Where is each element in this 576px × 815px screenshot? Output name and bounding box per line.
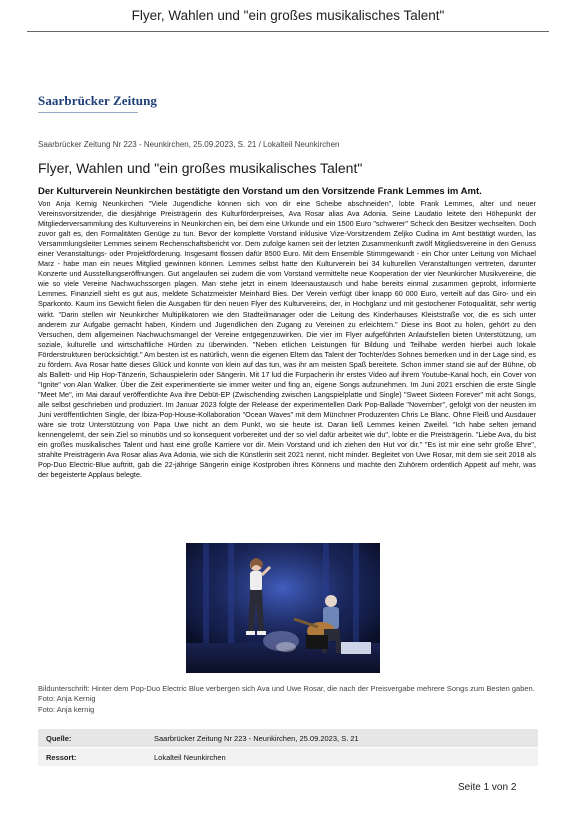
document-title: Flyer, Wahlen und "ein großes musikalisches Talent": [131, 8, 445, 23]
article-headline: Flyer, Wahlen und "ein großes musikalisches Talent": [38, 160, 363, 176]
metadata-table: [38, 729, 538, 766]
article-lead: Der Kulturverein Neunkirchen bestätigte den Vorstand um den Vorsitzende Frank Lemmes im Amt.: [38, 186, 482, 197]
article-body: Von Anja Kernig Neunkirchen "Viele Jugendliche können sich von dir eine Scheibe abschneiden", lobte Frank Lemmes, alter und neuer Vereinsvorsitzender, die diesjährige Preisträgerin des Kulturförderpreises, Ava Rosar alias Ava Adonia. Seine Laudatio leitete den Höhepunkt der Mitgliederversammlung des Kulturvereins in Neunkirchen ein, bei dem eine Urkunde und ein 1500 Euro "schwerer" Scheck den Besitzer wechselten. Doch zuvor galt es, den Formalitäten Genüge zu tun. Bevor der komplette Vorstand inklusive Vize-Vorsitzendem Zeljko Cudina im Amt bestätigt wurden, las Versammlungsleiter Lemmes seinem Rechenschaftsbericht vor. Dem zufolge kamen seit der letzten Zusammenkunft zwölf Mitgliedsvereine in den Genuss einer Veranstaltungs- oder Projektförderung. Insgesamt flossen dafür 8500 Euro. Mit dem Ensemble Stimmgewandt - ein Chor unter Leitung von Michael Marz - habe man ein neues Mitglied gewinnen können. Lemmes selbst hatte den Kulturverein bei 34 kulturellen Veranstaltungen vertreten, darunter Konzerte und Ausstellungseröffnungen. Gut angelaufen sei zudem die vom Vorstand vermittelte neue Kooperation der vier Neunkircher Musikvereine, die wie so viele Vereine Nachwuchssorgen plagen. Man stehe jetzt in einem Ideenaustausch und habe bereits einmal zusammen geprobt, informierte Lemmes. Finanziell sieht es gut aus, meldete Schatzmeister Meinhard Bies. Der Verein verfügt über knapp 60 000 Euro, verteilt auf das Giro- und ein Sparkonto. Kaum ins Gewicht fielen die Ausgaben für den neuen Flyer des Kulturvereins, der, in Hochglanz und mit gestochener Fotoqualität, sehr wertig wirkt. "Darin stellen wir Neunkircher Multiplikatoren wie den Stadteilmanager oder die Leitung des Kinderhauses Kleiststraße vor, die es sich unter anderem zur Aufgabe gemacht haben, Kindern und Jugendlichen den Zugang zu Vereinen zu erleichtern." Diese ins Boot zu holen, gehört zu den Versuchen, dem allgemeinen Nachwuchsmangel der Vereine entgegenzuwirken. Die vier im Flyer aufgeführten Anlaufstellen bieten Unterstützung, um soziale, kulturelle und wirtschaftliche Hürden zu überwinden. "Neben etlichen Leistungen für Bildung und Teilhabe werden hierbei auch lokale Förderstrukturen berücksichtigt." Am besten ist es natürlich, wenn die eigenen Eltern das Talent der Tochter/des Sohnes bemerken und in der Lage sind, es zu fördern. Ava Rosar hatte dieses Glück und konnte von klein auf das tun, was ihr am meisten Spaß bereitete. Schon immer stand sie auf der Bühne, ob als Ballett- und Hip Hop-Tänzerin, Schauspielerin oder Sängerin. Mit 17 lud die Furpacherin ihr erstes Video auf ihrem Youtube-Kanal hoch, ein Cover von "Ignite" von Alan Walker. Über die Zeit experimentierte sie immer weiter und fing an, eigene Songs aufzunehmen. Im Juni 2021 erschien die erste Single "Meet Me", im Mai darauf veröffentlichte Ava ihre Debüt-EP (Zwischending zwischen Langspielplatte und Single) "Sweet Sixteen Forever" mit acht Songs, alle selbst geschrieben und produziert. Im Januar 2023 folgte der Release der experimentellen Dark Pop-Ballade "November", gefolgt von der neusten im Juni veröffentlichten Single, der Ibiza-Pop-House-Kollaboration "Ocean Waves" mit dem Münchner Produzenten Chris Le Blanc. Ohne Fleiß und Ausdauer wäre sie trotz Unterstützung von Papa Uwe nicht an dem Punkt, wo sie heute ist. Daran ließ Lemmes keinen Zweifel. "Ich habe selten jemand kennengelernt, der sein Ziel so minutiös und so konsequent vorbereitet und der so viel dafür arbeitet wie du", lobte er die Preisträgerin. "Liebe Ava, du bist ein großes musikalisches Talent und hast eine große Karriere vor dir. Mein Vorstand und ich ziehen den Hut vor dir." "Es ist mir eine sehr große Ehre", strahlte Preisträgerin Ava Rosar alias Ava Adonia, wie sich die Künstlerin seit 2021 nennt, nicht minder. Begleitet von Uwe Rosar, mit dem sie seit 2018 als Pop-Duo Electric-Blue auftritt, gab die 22-jährige Sängerin einige Kostproben ihres Könnens und machte den Zuhörern ordentlich Appetit auf mehr, was der begeisterte Applaus belegte.: [38, 199, 537, 480]
concert-photo-illustration: [186, 543, 380, 673]
page-number: Seite 1 von 2: [458, 782, 517, 793]
article-photo: [186, 543, 380, 673]
source-line: Saarbrücker Zeitung Nr 223 - Neunkirchen, 25.09.2023, S. 21 / Lokalteil Neunkirchen: [38, 140, 340, 149]
table-row: [38, 729, 538, 748]
meta-key: Ressort:: [38, 748, 150, 767]
photo-credit: Foto: Anja kernig: [38, 705, 95, 714]
meta-value: Saarbrücker Zeitung Nr 223 - Neunkirchen, 25.09.2023, S. 21: [150, 729, 538, 748]
logo-underline: [38, 112, 138, 113]
photo-caption: Bildunterschrift: Hinter dem Pop-Duo Electric Blue verbergen sich Ava und Uwe Rosar, die nach der Preisvergabe mehrere Songs zum Besten gaben. Foto: Anja Kernig: [38, 684, 535, 704]
meta-value: Lokalteil Neunkirchen: [150, 748, 538, 767]
newspaper-logo: Saarbrücker Zeitung: [38, 93, 158, 108]
table-row: [38, 748, 538, 767]
meta-key: Quelle:: [38, 729, 150, 748]
header-divider: [27, 31, 549, 32]
